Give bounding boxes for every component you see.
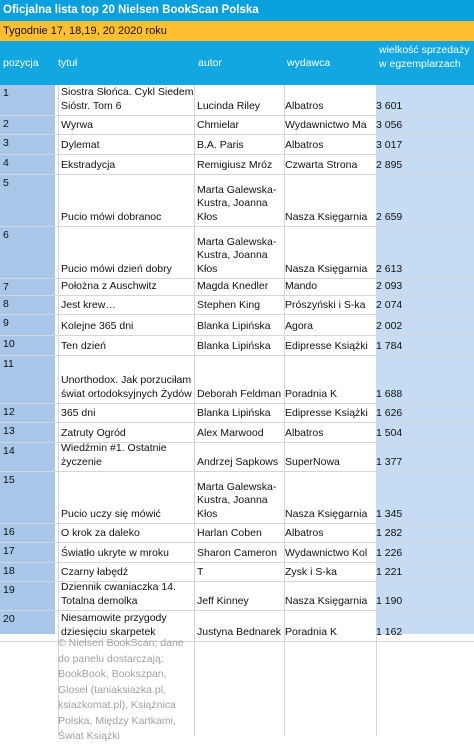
autor-cell: [194, 175, 284, 226]
pozycja: 2: [3, 118, 9, 130]
pozycja: 19: [3, 584, 15, 596]
wydawca-cell: [284, 336, 376, 355]
footnote-gridline: [284, 634, 285, 736]
table-row: [0, 404, 474, 423]
tytul: Położna z Auschwitz: [61, 279, 157, 292]
tytul: Kolejne 365 dni: [61, 319, 134, 332]
wydawca: Nasza Księgarnia: [285, 210, 368, 223]
tytul: Siostra Słońca. Cykl Siedem Sióstr. Tom 6: [61, 86, 194, 112]
pozycja: 8: [3, 298, 9, 310]
wydawca-cell: [284, 472, 376, 523]
tytul-cell: [58, 582, 194, 610]
tytul: Pucio mówi dzień dobry: [61, 262, 172, 275]
autor-cell: [194, 563, 284, 581]
pozycja-cell: [3, 423, 53, 442]
tytul: Pucio mówi dobranoc: [61, 210, 162, 223]
wydawca-cell: [284, 116, 376, 134]
wydawca: Edipresse Książki: [285, 339, 368, 352]
header-pozycja: pozycja: [3, 57, 39, 69]
wydawca: Mando: [285, 279, 318, 292]
header-tytul: tytuł: [58, 57, 78, 69]
tytul-cell: [58, 315, 194, 335]
wielkosc: 3 056: [376, 118, 403, 131]
autor: Alex Marwood: [197, 426, 264, 439]
table-row: [0, 85, 474, 116]
wielkosc: 1 345: [376, 507, 403, 520]
wielkosc: 1 784: [376, 339, 403, 352]
autor: Deborah Feldman: [197, 387, 282, 400]
pozycja: 14: [3, 445, 15, 457]
pozycja: 7: [3, 281, 9, 293]
wielkosc: 3 017: [376, 138, 403, 151]
pozycja-cell: [3, 315, 53, 335]
autor: Jeff Kinney: [197, 594, 249, 607]
wielkosc-cell: [376, 356, 474, 403]
autor-cell: [194, 356, 284, 403]
wielkosc: 2 093: [376, 279, 403, 292]
wielkosc: 2 613: [376, 262, 403, 275]
pozycja-cell: [3, 543, 53, 562]
wydawca-cell: [284, 85, 376, 115]
wydawca: SuperNowa: [285, 455, 340, 468]
wydawca: Edipresse Książki: [285, 406, 368, 419]
tytul: Dylemat: [61, 138, 100, 151]
autor-cell: [194, 135, 284, 154]
wydawca-cell: [284, 582, 376, 610]
tytul-cell: [58, 423, 194, 442]
pozycja-cell: [3, 404, 53, 422]
pozycja: 9: [3, 317, 9, 329]
wydawca: Albatros: [285, 426, 324, 439]
wydawca: Nasza Księgarnia: [285, 594, 368, 607]
autor: Harlan Coben: [197, 526, 262, 539]
table-row: [0, 423, 474, 443]
wydawca-cell: [284, 135, 376, 154]
pozycja-cell: [3, 175, 53, 226]
pozycja-cell: [3, 356, 53, 403]
autor-cell: [194, 227, 284, 278]
wielkosc-cell: [376, 116, 474, 134]
header-autor: autor: [198, 57, 222, 69]
table-row: [0, 472, 474, 524]
autor-cell: [194, 85, 284, 115]
pozycja: 4: [3, 157, 9, 169]
pozycja: 16: [3, 526, 15, 538]
table-row: [0, 582, 474, 611]
wielkosc-cell: [376, 279, 474, 295]
table-row: [0, 155, 474, 175]
table-row: [0, 116, 474, 135]
pozycja-cell: [3, 336, 53, 355]
wydawca: Nasza Księgarnia: [285, 262, 368, 275]
tytul-cell: [58, 404, 194, 422]
pozycja-cell: [3, 85, 53, 115]
autor-cell: [194, 296, 284, 314]
table-row: [0, 296, 474, 315]
wielkosc-cell: [376, 443, 474, 471]
table-row: [0, 543, 474, 563]
pozycja: 10: [3, 338, 15, 350]
wydawca: Poradnia K: [285, 387, 337, 400]
pozycja-cell: [3, 443, 53, 471]
tytul-cell: [58, 443, 194, 471]
wielkosc-cell: [376, 315, 474, 335]
wydawca: Wydawnictwo Ma: [285, 118, 367, 131]
pozycja-cell: [3, 472, 53, 523]
wydawca: Albatros: [285, 138, 324, 151]
wielkosc: 1 626: [376, 406, 403, 419]
autor: Justyna Bednarek: [197, 625, 282, 638]
wielkosc: 1 226: [376, 546, 403, 559]
wielkosc-cell: [376, 404, 474, 422]
wydawca-cell: [284, 443, 376, 471]
tytul: Wiedźmin #1. Ostatnie życzenie: [61, 443, 167, 468]
tytul-cell: [58, 227, 194, 278]
table-row: [0, 175, 474, 227]
table-row: [0, 227, 474, 279]
autor-cell: [194, 404, 284, 422]
autor-cell: [194, 443, 284, 471]
wydawca-cell: [284, 356, 376, 403]
tytul: Ekstradycja: [61, 158, 116, 171]
autor-cell: [194, 116, 284, 134]
wielkosc: 2 002: [376, 319, 403, 332]
wydawca-cell: [284, 524, 376, 542]
autor-cell: [194, 423, 284, 442]
pozycja-cell: [3, 524, 53, 542]
autor: Remigiusz Mróz: [197, 158, 273, 171]
pozycja-cell: [3, 116, 53, 134]
tytul: 365 dni: [61, 406, 96, 419]
table-row: [0, 563, 474, 582]
pozycja-cell: [3, 227, 53, 278]
wielkosc-cell: [376, 336, 474, 355]
wielkosc-cell: [376, 135, 474, 154]
autor: Stephen King: [197, 298, 261, 311]
tytul: Ten dzień: [61, 339, 106, 352]
wydawca: Czwarta Strona: [285, 158, 358, 171]
autor-cell: [194, 315, 284, 335]
tytul: Światło ukryte w mroku: [61, 546, 169, 559]
table-row: [0, 279, 474, 296]
wielkosc: 1 221: [376, 565, 403, 578]
autor: Blanka Lipińska: [197, 319, 271, 332]
wielkosc-cell: [376, 85, 474, 115]
wydawca: Albatros: [285, 99, 324, 112]
table-row: [0, 135, 474, 155]
pozycja-cell: [3, 563, 53, 581]
tytul: Czarny łabędź: [61, 565, 129, 578]
wielkosc-cell: [376, 155, 474, 174]
wielkosc: 1 688: [376, 387, 403, 400]
autor: Marta Galewska-Kustra, Joanna Kłos: [197, 235, 277, 275]
wydawca-cell: [284, 175, 376, 226]
wielkosc: 1 377: [376, 455, 403, 468]
wielkosc: 3 601: [376, 99, 403, 112]
wielkosc-cell: [376, 227, 474, 278]
autor: Andrzej Sapkows: [197, 455, 279, 468]
autor-cell: [194, 279, 284, 295]
wielkosc: 1 504: [376, 426, 403, 439]
autor-cell: [194, 582, 284, 610]
table-title: Oficjalna lista top 20 Nielsen BookScan Polska: [0, 0, 474, 21]
wydawca: Poradnia K: [285, 625, 337, 638]
table-subtitle: Tygodnie 17, 18,19, 20 2020 roku: [0, 21, 474, 41]
tytul-cell: [58, 356, 194, 403]
wydawca-cell: [284, 296, 376, 314]
table-row: [0, 356, 474, 404]
tytul-cell: [58, 296, 194, 314]
tytul: Unorthodox. Jak porzuciłam świat ortodoksyjnych Żydów: [61, 374, 192, 400]
header-wielkosc-sprzedazy: wielkość sprzedaży w egzemplarzach: [379, 44, 470, 70]
tytul-cell: [58, 279, 194, 295]
tytul: Wyrwa: [61, 118, 93, 131]
wielkosc: 1 190: [376, 594, 403, 607]
wydawca: Wydawnictwo Kol: [285, 546, 368, 559]
wielkosc: 2 074: [376, 298, 403, 311]
header-row: [0, 41, 474, 85]
autor: Marta Galewska-Kustra, Joanna Kłos: [197, 183, 277, 223]
autor: B.A. Paris: [197, 138, 244, 151]
wydawca-cell: [284, 563, 376, 581]
pozycja: 6: [3, 229, 9, 241]
pozycja: 20: [3, 613, 15, 625]
autor: Marta Galewska-Kustra, Joanna Kłos: [197, 480, 277, 520]
tytul: Zatruty Ogród: [61, 426, 126, 439]
autor-cell: [194, 155, 284, 174]
pozycja-cell: [3, 155, 53, 174]
wielkosc-cell: [376, 472, 474, 523]
tytul-cell: [58, 563, 194, 581]
footnote-gridline: [376, 634, 377, 736]
autor: Blanka Lipińska: [197, 339, 271, 352]
autor: Sharon Cameron: [197, 546, 277, 559]
table-row: [0, 443, 474, 472]
tytul-cell: [58, 85, 194, 115]
wydawca-cell: [284, 404, 376, 422]
pozycja: 12: [3, 406, 15, 418]
autor: Lucinda Riley: [197, 99, 261, 112]
tytul-cell: [58, 155, 194, 174]
pozycja-cell: [3, 582, 53, 610]
wielkosc: 1 162: [376, 625, 403, 638]
autor: Chmielar: [197, 118, 240, 131]
autor-cell: [194, 543, 284, 562]
wielkosc-cell: [376, 296, 474, 314]
pozycja: 13: [3, 425, 15, 437]
wielkosc-cell: [376, 423, 474, 442]
pozycja: 17: [3, 545, 15, 557]
pozycja: 5: [3, 177, 9, 189]
pozycja: 1: [3, 87, 9, 99]
wielkosc: 1 282: [376, 526, 403, 539]
tytul-cell: [58, 472, 194, 523]
tytul: Jest krew…: [61, 298, 116, 311]
autor-cell: [194, 472, 284, 523]
footnote-area: [0, 634, 474, 742]
pozycja: 18: [3, 565, 15, 577]
tytul: O krok za daleko: [61, 526, 140, 539]
wydawca: Agora: [285, 319, 314, 332]
tytul-cell: [58, 524, 194, 542]
wydawca-cell: [284, 155, 376, 174]
pozycja: 15: [3, 474, 15, 486]
autor: Magda Knedler: [197, 279, 269, 292]
pozycja-cell: [3, 279, 53, 295]
wydawca: Prószyński i S-ka: [285, 298, 366, 311]
tytul-cell: [58, 543, 194, 562]
source-footnote: © Nielsen BookScan; dane do panelu dostarczają: BookBook, Bookszpan, Glosel (taniaksiazka.pl, ksiazkomat.pl), Książnica Polska, Między Kartkami, Świat Książki: [58, 637, 184, 742]
table-row: [0, 315, 474, 336]
table-row: [0, 336, 474, 356]
pozycja-cell: [3, 296, 53, 314]
tytul: Niesamowite przygody dziesięciu skarpetek: [61, 612, 167, 638]
tytul-cell: [58, 175, 194, 226]
autor-cell: [194, 336, 284, 355]
autor: Blanka Lipińska: [197, 406, 271, 419]
wydawca-cell: [284, 315, 376, 335]
wydawca-cell: [284, 543, 376, 562]
wielkosc-cell: [376, 175, 474, 226]
header-wydawca: wydawca: [287, 57, 331, 69]
pozycja-cell: [3, 135, 53, 154]
tytul-cell: [58, 116, 194, 134]
autor: T: [197, 565, 204, 578]
wielkosc-cell: [376, 524, 474, 542]
tytul: Dziennik cwaniaczka 14. Totalna demolka: [61, 582, 176, 607]
wielkosc: 2 895: [376, 158, 403, 171]
pozycja: 3: [3, 137, 9, 149]
wielkosc: 2 659: [376, 210, 403, 223]
wydawca-cell: [284, 227, 376, 278]
autor-cell: [194, 524, 284, 542]
pozycja: 11: [3, 358, 14, 370]
table-row: [0, 524, 474, 543]
wielkosc-cell: [376, 582, 474, 610]
wielkosc-cell: [376, 543, 474, 562]
wydawca: Albatros: [285, 526, 324, 539]
wielkosc-cell: [376, 563, 474, 581]
tytul-cell: [58, 336, 194, 355]
wydawca: Nasza Księgarnia: [285, 507, 368, 520]
wydawca: Zysk i S-ka: [285, 565, 337, 578]
tytul-cell: [58, 135, 194, 154]
wydawca-cell: [284, 423, 376, 442]
tytul: Pucio uczy się mówić: [61, 507, 161, 520]
wydawca-cell: [284, 279, 376, 295]
